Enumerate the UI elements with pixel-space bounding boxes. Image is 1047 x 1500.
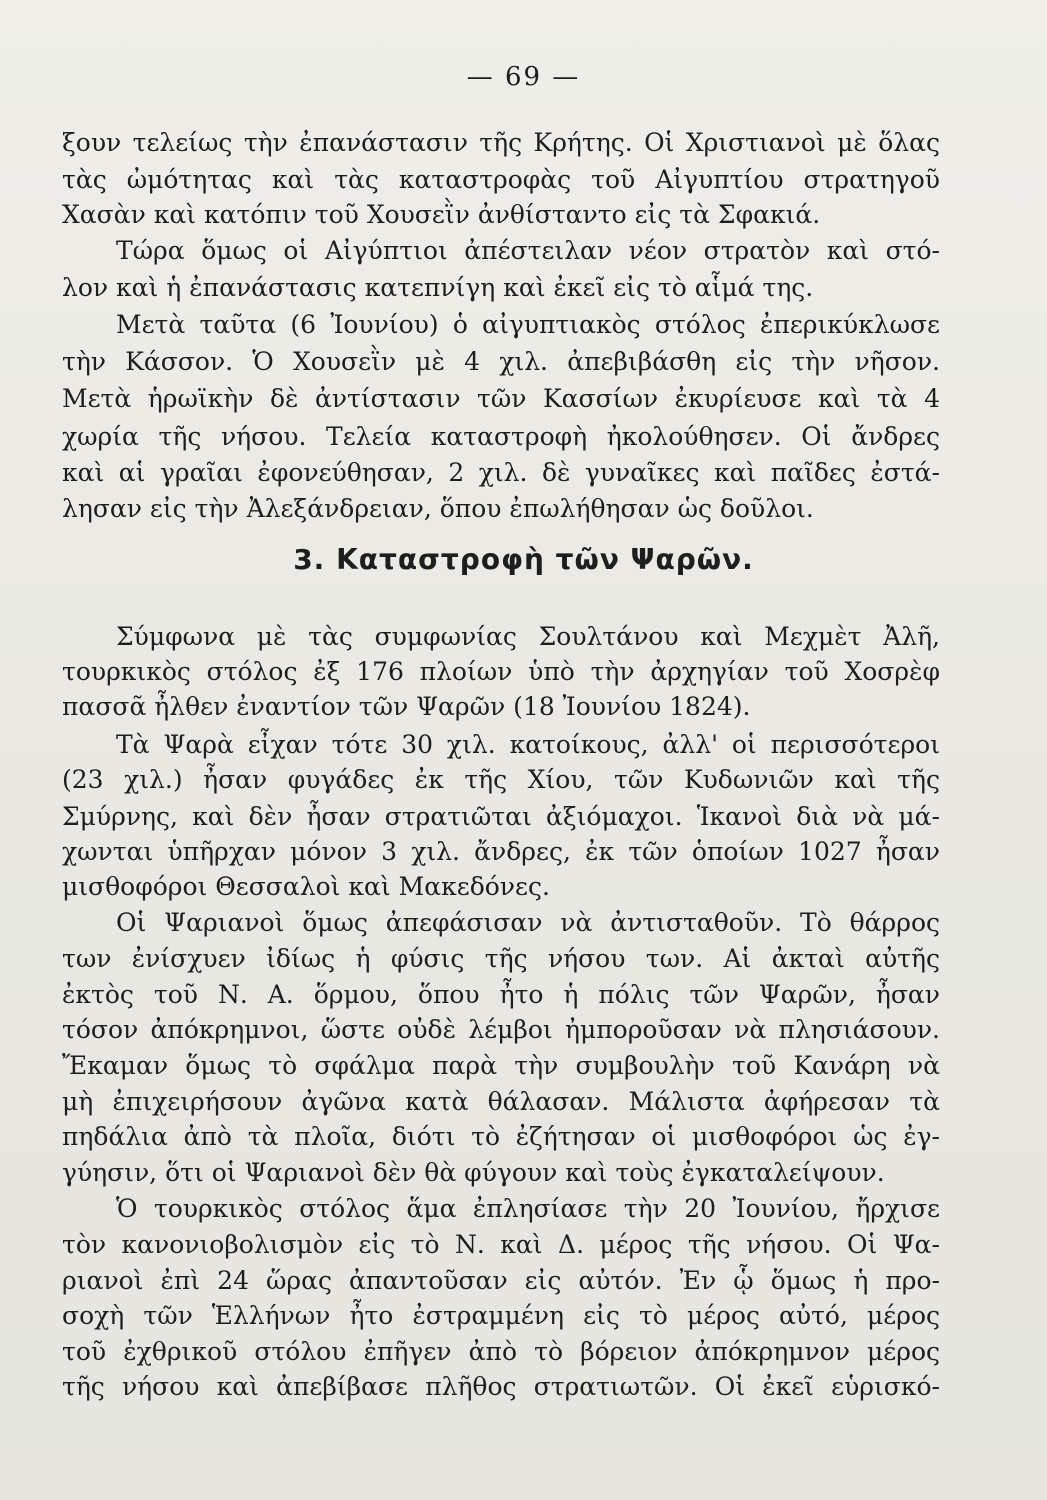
- text-line: πασσᾶ ἦλθεν ἐναντίον τῶν Ψαρῶν (18 Ἰουνίου 1824).: [62, 692, 751, 721]
- text-line: Μετὰ ταῦτα (6 Ἰουνίου) ὁ αἰγυπτιακὸς στόλος ἐπερικύκλωσε: [116, 310, 940, 339]
- text-line: τὴν Κάσσον. Ὁ Χουσεῒν μὲ 4 χιλ. ἀπεβιβάσθη εἰς τὴν νῆσον.: [62, 347, 940, 376]
- text-line: τὰς ὠμότητας καὶ τὰς καταστροφὰς τοῦ Αἰγυπτίου στρατηγοῦ: [62, 165, 940, 194]
- text-line: Χασὰν καὶ κατόπιν τοῦ Χουσεῒν ἀνθίσταντο εἰς τὰ Σφακιά.: [62, 200, 821, 229]
- text-line: Ἔκαμαν ὅμως τὸ σφάλμα παρὰ τὴν συμβουλὴν τοῦ Κανάρη νὰ: [62, 1051, 940, 1080]
- text-line: σοχὴ τῶν Ἑλλήνων ἦτο ἐστραμμένη εἰς τὸ μέρος αὐτό, μέρος: [62, 1301, 940, 1330]
- text-line: τουρκικὸς στόλος ἐξ 176 πλοίων ὑπὸ τὴν ἀρχηγίαν τοῦ Χοσρὲφ: [62, 657, 940, 686]
- text-line: των ἐνίσχυεν ἰδίως ἡ φύσις τῆς νήσου των. Αἱ ἀκταὶ αὐτῆς: [62, 944, 940, 973]
- text-line: μισθοφόροι Θεσσαλοὶ καὶ Μακεδόνες.: [62, 872, 550, 901]
- text-line: τόσον ἀπόκρημνοι, ὥστε οὐδὲ λέμβοι ἠμποροῦσαν νὰ πλησιάσουν.: [62, 1015, 940, 1044]
- text-line: Μετὰ ἡρωϊκὴν δὲ ἀντίστασιν τῶν Κασσίων ἐκυρίευσε καὶ τὰ 4: [62, 384, 940, 413]
- text-line: χωρία τῆς νήσου. Τελεία καταστροφὴ ἠκολούθησεν. Οἱ ἄνδρες: [62, 422, 940, 451]
- text-line: πηδάλια ἀπὸ τὰ πλοῖα, διότι τὸ ἐζήτησαν οἱ μισθοφόροι ὡς ἐγ-: [62, 1122, 940, 1151]
- text-line: (23 χιλ.) ἦσαν φυγάδες ἐκ τῆς Χίου, τῶν Κυδωνιῶν καὶ τῆς: [62, 765, 940, 794]
- text-line: λησαν εἰς τὴν Ἀλεξάνδρειαν, ὅπου ἐπωλήθησαν ὡς δοῦλοι.: [62, 494, 814, 523]
- text-line: γύησιν, ὅτι οἱ Ψαριανοὶ δὲν θὰ φύγουν καὶ τοὺς ἐγκαταλείψουν.: [62, 1158, 885, 1187]
- text-line: ριανοὶ ἐπὶ 24 ὥρας ἀπαντοῦσαν εἰς αὐτόν. Ἐν ᾧ ὅμως ἡ προ-: [62, 1266, 940, 1295]
- text-line: λον καὶ ἡ ἐπανάστασις κατεπνίγη καὶ ἐκεῖ εἰς τὸ αἷμά της.: [62, 273, 814, 302]
- page-number: — 69 —: [466, 62, 581, 92]
- text-line: Τώρα ὅμως οἱ Αἰγύπτιοι ἀπέστειλαν νέον στρατὸν καὶ στό-: [116, 236, 940, 265]
- text-line: Σμύρνης, καὶ δὲν ἦσαν στρατιῶται ἀξιόμαχοι. Ἱκανοὶ διὰ νὰ μά-: [62, 802, 940, 831]
- text-line: ξουν τελείως τὴν ἐπανάστασιν τῆς Κρήτης. Οἱ Χριστιανοὶ μὲ ὅλας: [62, 128, 940, 157]
- text-line: τὸν κανονιοβολισμὸν εἰς τὸ Ν. καὶ Δ. μέρος τῆς νήσου. Οἱ Ψα-: [62, 1230, 940, 1259]
- text-line: μὴ ἐπιχειρήσουν ἀγῶνα κατὰ θάλασαν. Μάλιστα ἀφήρεσαν τὰ: [62, 1087, 940, 1116]
- text-line: τῆς νήσου καὶ ἀπεβίβασε πλῆθος στρατιωτῶν. Οἱ ἐκεῖ εὑρισκό-: [62, 1372, 940, 1401]
- text-line: ἐκτὸς τοῦ Ν. Α. ὅρμου, ὅπου ἦτο ἡ πόλις τῶν Ψαρῶν, ἦσαν: [62, 980, 940, 1009]
- text-line: Σύμφωνα μὲ τὰς συμφωνίας Σουλτάνου καὶ Μεχμὲτ Ἀλῆ,: [116, 622, 940, 651]
- text-line: Ὁ τουρκικὸς στόλος ἅμα ἐπλησίασε τὴν 20 Ἰουνίου, ἤρχισε: [116, 1194, 940, 1223]
- text-line: τοῦ ἐχθρικοῦ στόλου ἐπῆγεν ἀπὸ τὸ βόρειον ἀπόκρημνον μέρος: [62, 1337, 940, 1366]
- text-line: Οἱ Ψαριανοὶ ὅμως ἀπεφάσισαν νὰ ἀντισταθοῦν. Τὸ θάρρος: [116, 908, 940, 937]
- text-line: καὶ αἱ γραῖαι ἐφονεύθησαν, 2 χιλ. δὲ γυναῖκες καὶ παῖδες ἐστά-: [62, 458, 940, 487]
- section-heading: 3. Καταστροφὴ τῶν Ψαρῶν.: [293, 543, 754, 576]
- text-line: Τὰ Ψαρὰ εἶχαν τότε 30 χιλ. κατοίκους, ἀλλ' οἱ περισσότεροι: [116, 730, 940, 759]
- text-line: χωνται ὑπῆρχαν μόνον 3 χιλ. ἄνδρες, ἐκ τῶν ὁποίων 1027 ἦσαν: [62, 837, 940, 866]
